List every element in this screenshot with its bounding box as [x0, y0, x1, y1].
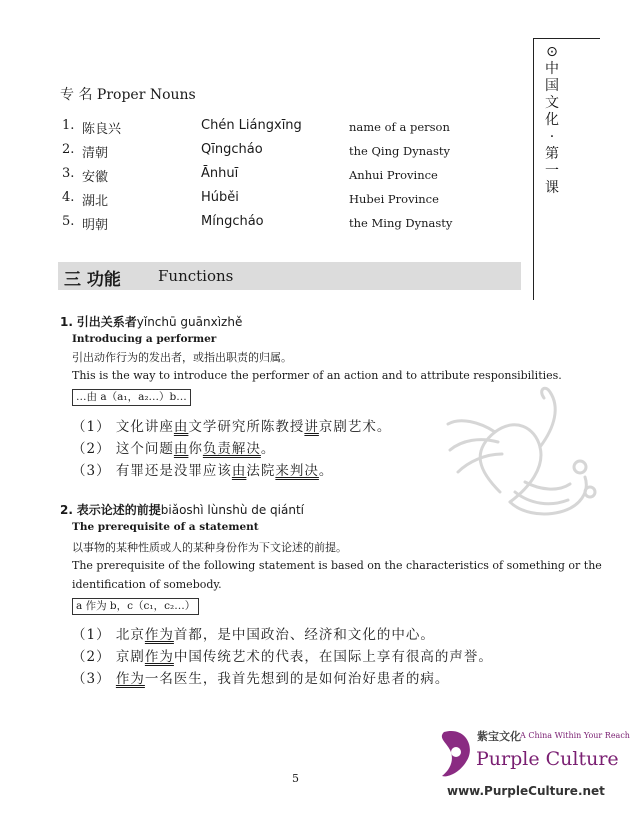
sidebar-divider	[533, 38, 534, 300]
sidebar-char: 中	[545, 61, 559, 77]
sidebar-char: 化	[545, 112, 559, 128]
sidebar-char: 国	[545, 78, 559, 94]
page-number: 5	[292, 772, 299, 785]
row-hanzi: 湖北	[82, 194, 109, 209]
row-pinyin: Húběi	[201, 190, 239, 205]
row-english: name of a person	[349, 120, 450, 134]
row-number: 4.	[62, 190, 75, 205]
function-1-title	[60, 313, 242, 330]
watermark-url: www.PurpleCulture.net	[447, 784, 605, 798]
function-title-cn: 引出关系者	[76, 315, 137, 329]
row-number: 2.	[62, 142, 75, 157]
row-english: the Qing Dynasty	[349, 144, 451, 158]
function-1-desc-en: This is the way to introduce the performer of an action and to attribute responsibilities.	[72, 369, 562, 382]
corner-line	[533, 38, 600, 39]
functions-heading-bar	[58, 262, 521, 290]
watermark-cn: 紫宝文化	[477, 730, 521, 743]
function-1-desc-cn: 引出动作行为的发出者，或指出职责的归属。	[72, 351, 292, 364]
row-english: the Ming Dynasty	[349, 216, 453, 230]
function-2-example-1: （1） 北京作为首都，是中国政治、经济和文化的中心。	[72, 627, 435, 643]
function-2-desc-en-1: The prerequisite of the following statement is based on the characteristics of something or the	[72, 559, 602, 572]
sidebar-char: 第	[545, 146, 559, 162]
row-pinyin: Qīngcháo	[201, 142, 263, 157]
function-1-pattern-box: …由 a（a₁，a₂…）b…	[72, 389, 191, 406]
function-number: 2.	[60, 503, 73, 517]
sidebar-char: ·	[549, 129, 555, 145]
row-pinyin: Míngcháo	[201, 214, 264, 229]
row-hanzi: 陈良兴	[82, 122, 122, 137]
function-2-example-2: （2） 京剧作为中国传统艺术的代表，在国际上享有很高的声誉。	[72, 649, 493, 665]
lesson-sidebar	[542, 44, 562, 197]
function-2-pattern-box: a 作为 b，c（c₁，c₂…）	[72, 598, 199, 615]
proper-nouns-title-cn: 专 名	[60, 87, 93, 103]
function-1-example-3: （3） 有罪还是没罪应该由法院来判决。	[72, 463, 334, 479]
functions-heading-en: Functions	[158, 267, 234, 285]
row-english: Anhui Province	[349, 168, 438, 182]
function-title-cn: 表示论述的前提	[76, 503, 161, 517]
function-2-subtitle: The prerequisite of a statement	[72, 521, 259, 533]
row-hanzi: 安徽	[82, 170, 109, 185]
row-number: 3.	[62, 166, 75, 181]
watermark-tagline: A China Within Your Reach	[520, 731, 630, 740]
function-title-pinyin: biǎoshì lùnshù de qiántí	[160, 503, 305, 517]
function-2-desc-cn: 以事物的某种性质或人的某种身份作为下文论述的前提。	[72, 541, 347, 554]
purple-culture-logo-icon	[436, 728, 476, 780]
function-1-example-2: （2） 这个问题由你负责解决。	[72, 441, 276, 457]
sidebar-char: 文	[545, 95, 559, 111]
function-2-title	[60, 501, 304, 518]
row-hanzi: 清朝	[82, 146, 109, 161]
row-number: 1.	[62, 118, 75, 133]
function-2-desc-en-2: identification of somebody.	[72, 578, 222, 591]
sidebar-char: 课	[545, 180, 559, 196]
functions-heading-cn: 三 功能	[64, 270, 121, 290]
row-pinyin: Chén Liángxīng	[201, 118, 302, 133]
sidebar-char: ⊙	[546, 44, 558, 60]
row-number: 5.	[62, 214, 75, 229]
phoenix-watermark-icon	[440, 372, 600, 532]
proper-nouns-title	[60, 84, 196, 104]
watermark-brand: Purple Culture	[476, 748, 619, 770]
row-pinyin: Ānhuī	[201, 166, 239, 181]
function-title-pinyin: yǐnchū guānxìzhě	[136, 315, 243, 329]
function-1-example-1: （1） 文化讲座由文学研究所陈教授讲京剧艺术。	[72, 419, 392, 435]
function-2-example-3: （3） 作为一名医生，我首先想到的是如何治好患者的病。	[72, 671, 450, 687]
function-number: 1.	[60, 315, 73, 329]
row-hanzi: 明朝	[82, 218, 109, 233]
sidebar-char: 一	[545, 163, 559, 179]
function-1-subtitle: Introducing a performer	[72, 333, 217, 345]
row-english: Hubei Province	[349, 192, 439, 206]
proper-nouns-title-en: Proper Nouns	[96, 87, 196, 103]
